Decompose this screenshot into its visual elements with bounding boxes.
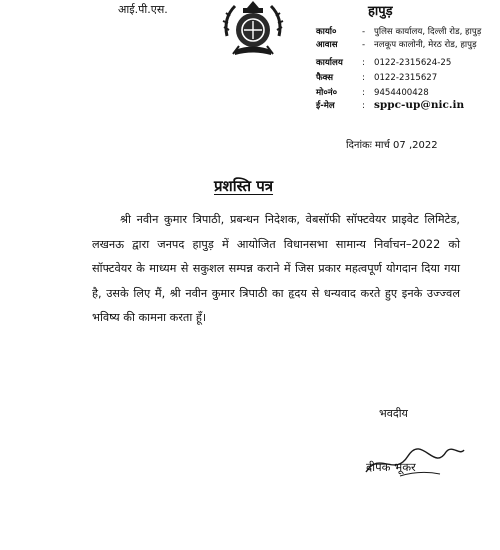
contact-value: sppc-up@nic.in xyxy=(374,99,465,111)
contact-value: 0122-2315624-25 xyxy=(374,58,452,68)
police-emblem-icon xyxy=(219,0,287,58)
contact-value: नलकूप कालोनी, मेरठ रोड, हापुड़ xyxy=(374,40,477,50)
district-name: हापुड़ xyxy=(368,4,393,19)
letter-title: प्रशस्ति पत्र xyxy=(214,177,274,195)
signatory-name: दीपक भूकर xyxy=(366,460,416,474)
date-label: दिनांकः xyxy=(346,140,372,151)
contact-label: ई-मेल xyxy=(316,101,335,111)
contact-label: कार्या० xyxy=(316,27,337,37)
contact-label: आवास xyxy=(316,40,338,50)
contact-residence-address xyxy=(316,38,477,50)
contact-label: फैक्स xyxy=(316,73,334,83)
contact-email xyxy=(316,99,464,111)
contact-value: 0122-2315627 xyxy=(374,73,438,83)
contact-mobile xyxy=(316,86,429,98)
contact-office-address xyxy=(316,25,481,37)
date-value: मार्च 07 ,2022 xyxy=(374,140,438,151)
contact-value: 9454400428 xyxy=(374,88,429,98)
contact-office-phone xyxy=(316,56,451,68)
separator: : xyxy=(362,58,365,68)
contact-value: पुलिस कार्यालय, दिल्ली रोड, हापुड़ xyxy=(374,27,482,37)
contact-label: कार्यालय xyxy=(316,58,343,68)
contact-fax xyxy=(316,71,437,83)
separator: - xyxy=(362,27,366,37)
separator: : xyxy=(362,88,365,98)
contact-label: मो०नं० xyxy=(316,88,338,98)
letter-closing: भवदीय xyxy=(379,407,408,420)
separator: : xyxy=(362,73,365,83)
separator: - xyxy=(362,40,366,50)
officer-designation: आई.पी.एस. xyxy=(118,3,168,16)
letter-body: श्री नवीन कुमार त्रिपाठी, प्रबन्धन निदेशक, वेबसॉफी सॉफ्टवेयर प्राइवेट लिमिटेड, लखनऊ द्वारा जनपद हापुड़ में आयोजित विधानसभा सामान्य निर्वाचन–2022 को सॉफ्टवेयर के माध्यम से सकुशल सम्पन्न कराने में जिस प्रकार महत्वपूर्ण योगदान दिया गया है, उसके लिए मैं, श्री नवीन कुमार त्रिपाठी का हृदय से धन्यवाद करते हुए इनके उज्ज्वल भविष्य की कामना करता हूँ। xyxy=(92,213,460,324)
separator: : xyxy=(362,101,365,111)
letter-date xyxy=(346,137,438,151)
